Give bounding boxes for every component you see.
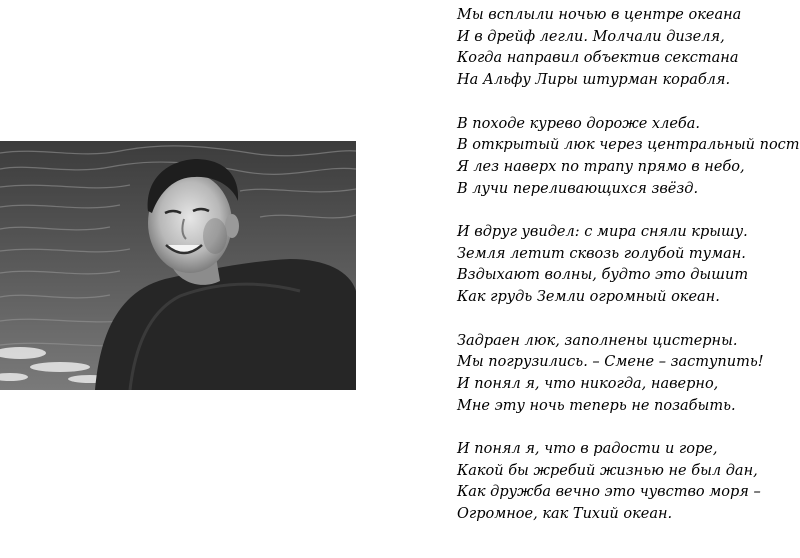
poem-line: И в дрейф легли. Молчали дизеля, <box>457 28 725 45</box>
poem <box>457 5 800 526</box>
photo-image <box>0 141 356 390</box>
poem-line: На Альфу Лиры штурман корабля. <box>457 72 731 89</box>
poem-line: Огромное, как Тихий океан. <box>457 506 673 523</box>
poem-line: В лучи переливающихся звёзд. <box>457 180 699 197</box>
poem-line: Мы всплыли ночью в центре океана <box>457 7 742 23</box>
poem-line: В открытый люк через центральный пост <box>457 137 800 154</box>
poem-line: Вздыхают волны, будто это дышит <box>457 267 749 284</box>
poem-line: В походе курево дороже хлеба. <box>457 115 701 132</box>
portrait-photo <box>0 141 356 390</box>
poem-line: И понял я, что никогда, наверно, <box>457 375 719 392</box>
poem-line: Когда направил объектив секстана <box>457 50 739 67</box>
poem-line: Я лез наверх по трапу прямо в небо, <box>457 158 745 175</box>
poem-line: Земля летит сквозь голубой туман. <box>457 245 746 262</box>
stanza-5 <box>457 439 792 526</box>
poem-line: Как дружба вечно это чувство моря – <box>457 484 761 501</box>
poem-line: Мы погрузились. – Смене – заступить! <box>457 354 764 371</box>
poem-line: И понял я, что в радости и горе, <box>457 441 718 457</box>
stanza-4 <box>457 331 792 418</box>
stanza-1 <box>457 5 792 92</box>
stanza-2 <box>457 114 800 201</box>
poem-line: Какой бы жребий жизнью не был дан, <box>457 462 758 479</box>
poem-line: Мне эту ночь теперь не позабыть. <box>457 397 736 414</box>
stanza-3 <box>457 222 792 309</box>
poem-line: Задраен люк, заполнены цистерны. <box>457 332 738 349</box>
poem-line: И вдруг увидел: с мира сняли крышу. <box>457 224 748 240</box>
poem-line: Как грудь Земли огромный океан. <box>457 289 720 306</box>
